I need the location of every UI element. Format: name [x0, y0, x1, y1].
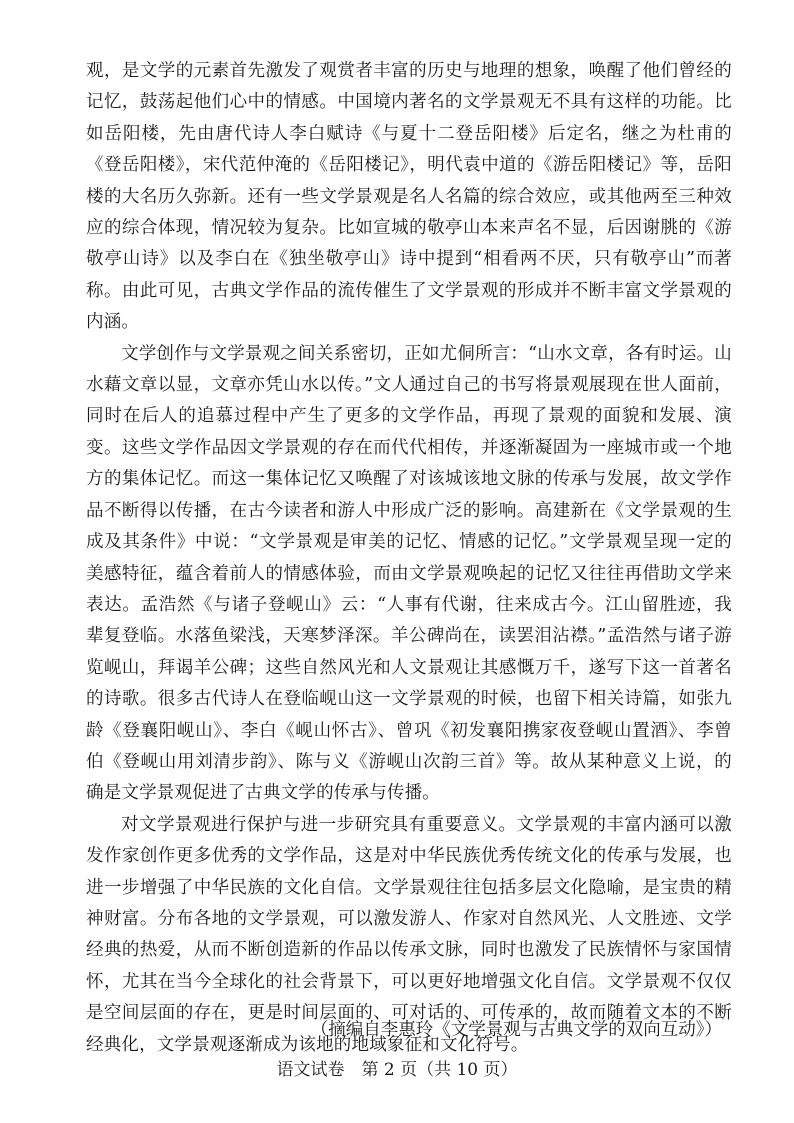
- paragraph-creation-and-landscape: 文学创作与文学景观之间关系密切，正如尤侗所言：“山水文章，各有时运。山水藉文章以显，文章亦凭山水以传。”文人通过自己的书写将景观展现在世人面前，同时在后人的追慕过程中产生了更多的文学作品，再现了景观的面貌和发展、演变。这些文学作品因文学景观的存在而代代相传，并逐渐凝固为一座城市或一个地方的集体记忆。而这一集体记忆又唤醒了对该城该地文脉的传承与发展，故文学作品不断得以传播，在古今读者和游人中形成广泛的影响。高建新在《文学景观的生成及其条件》中说：“文学景观是审美的记忆、情感的记忆。”文学景观呈现一定的美感特征，蕴含着前人的情感体验，而由文学景观唤起的记忆又往往再借助文学来表达。孟浩然《与诸子登岘山》云：“人事有代谢，往来成古今。江山留胜迹，我辈复登临。水落鱼梁浅，天寒梦泽深。羊公碑尚在，读罢泪沾襟。”孟浩然与诸子游览岘山，拜谒羊公碑；这些自然风光和人文景观让其感慨万千，遂写下这一首著名的诗歌。很多古代诗人在登临岘山这一文学景观的时候，也留下相关诗篇，如张九龄《登襄阳岘山》、李白《岘山怀古》、曾巩《初发襄阳携家夜登岘山置酒》、李曾伯《登岘山用刘清步韵》、陈与义《游岘山次韵三首》等。故从某种意义上说，的确是文学景观促进了古典文学的传承与传播。: [86, 343, 732, 804]
- paragraph-protection-significance: 对文学景观进行保护与进一步研究具有重要意义。文学景观的丰富内涵可以激发作家创作更多优秀的文学作品，这是对中华民族优秀传统文化的传承与发展，也进一步增强了中华民族的文化自信。文学景观往往包括多层文化隐喻，是宝贵的精神财富。分布各地的文学景观，可以激发游人、作家对自然风光、人文胜迹、文学经典的热爱，从而不断创造新的作品以传承文脉，同时也激发了民族情怀与家国情怀，尤其在当今全球化的社会背景下，可以更好地增强文化自信。文学景观不仅仅是空间层面的存在，更是时间层面的、可对话的、可传承的，故而随着文本的不断经典化，文学景观逐渐成为该地的地域象征和文化符号。: [86, 814, 732, 1055]
- paragraph-continued: 观，是文学的元素首先激发了观赏者丰富的历史与地理的想象，唤醒了他们曾经的记忆，鼓荡起他们心中的情感。中国境内著名的文学景观无不具有这样的功能。比如岳阳楼，先由唐代诗人李白赋诗《与夏十二登岳阳楼》后定名，继之为杜甫的《登岳阳楼》，宋代范仲淹的《岳阳楼记》，明代袁中道的《游岳阳楼记》等，岳阳楼的大名历久弥新。还有一些文学景观是名人名篇的综合效应，或其他两至三种效应的综合体现，情况较为复杂。比如宣城的敬亭山本来声名不显，后因谢朓的《游敬亭山诗》以及李白在《独坐敬亭山》诗中提到“相看两不厌，只有敬亭山”而著称。由此可见，古典文学作品的流传催生了文学景观的形成并不断丰富文学景观的内涵。: [86, 61, 732, 333]
- source-citation: （摘编自李惠玲《文学景观与古典文学的双向互动》）: [310, 1020, 722, 1040]
- document-body: [86, 56, 732, 1061]
- page-footer: 语文试卷 第 2 页（共 10 页）: [276, 1060, 518, 1080]
